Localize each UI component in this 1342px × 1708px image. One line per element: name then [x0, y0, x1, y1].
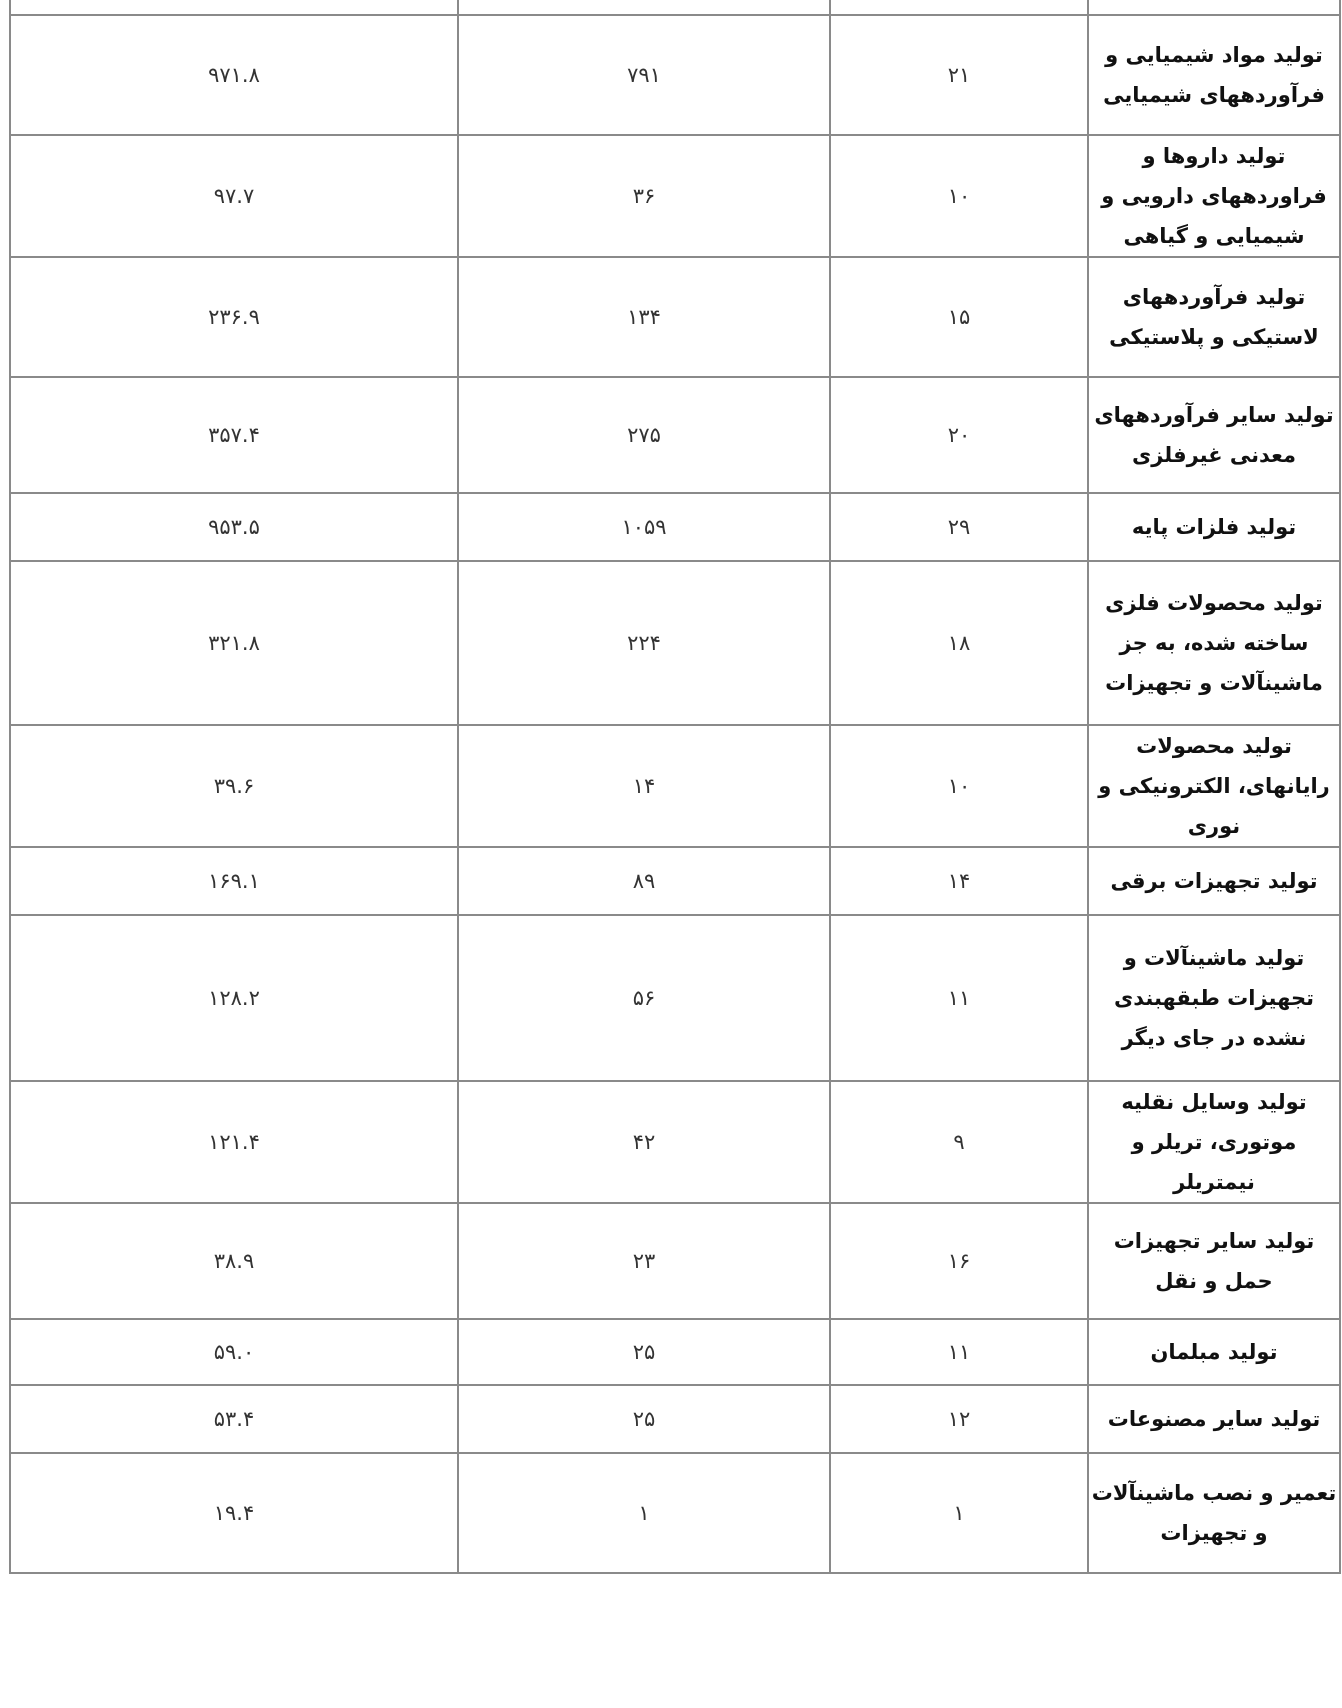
count-cell: ۲۱ — [830, 15, 1088, 135]
amount-cell: ۱۲۱.۴ — [10, 1081, 458, 1203]
count-cell: ۲۰ — [830, 377, 1088, 493]
amount-cell: ۵۹.۰ — [10, 1319, 458, 1385]
count-cell: ۱۲ — [830, 1385, 1088, 1453]
value-cell: ۱۳۴ — [458, 257, 830, 377]
count-cell: ۱۰ — [830, 135, 1088, 257]
table-row — [10, 725, 1340, 847]
amount-cell: ۹۷.۷ — [10, 135, 458, 257]
count-cell: ۱۶ — [830, 1203, 1088, 1319]
count-cell: ۹ — [830, 1081, 1088, 1203]
value-cell: ۱۰۵۹ — [458, 493, 830, 561]
table-row — [10, 847, 1340, 915]
industry-name-cell: تولید مواد شیمیایی و فرآوردههای شیمیایی — [1088, 15, 1340, 135]
table-row-partial — [10, 0, 1340, 15]
count-cell: ۱۴ — [830, 847, 1088, 915]
amount-cell: ۳۹.۶ — [10, 725, 458, 847]
table-row — [10, 1081, 1340, 1203]
industry-name-cell: تولید ماشینآلات و تجهیزات طبقهبندی نشده در جای دیگر — [1088, 915, 1340, 1081]
industry-stats-table — [9, 0, 1341, 1574]
industry-name-cell: تولید محصولات فلزی ساخته شده، به جز ماشینآلات و تجهیزات — [1088, 561, 1340, 725]
amount-cell: ۱۶۹.۱ — [10, 847, 458, 915]
amount-cell: ۳۵۷.۴ — [10, 377, 458, 493]
table-row — [10, 493, 1340, 561]
table-row — [10, 1453, 1340, 1573]
value-cell: ۲۳ — [458, 1203, 830, 1319]
industry-name-cell: تولید فرآوردههای لاستیکی و پلاستیکی — [1088, 257, 1340, 377]
industry-name-cell: تولید داروها و فراوردههای دارویی و شیمیایی و گیاهی — [1088, 135, 1340, 257]
value-cell: ۱ — [458, 1453, 830, 1573]
amount-cell: ۹۵۳.۵ — [10, 493, 458, 561]
cell-partial-a — [830, 0, 1088, 15]
count-cell: ۱۵ — [830, 257, 1088, 377]
table-row — [10, 135, 1340, 257]
table-row — [10, 257, 1340, 377]
industry-name-cell: تولید وسایل نقلیه موتوری، تریلر و نیمتریلر — [1088, 1081, 1340, 1203]
table-row — [10, 1385, 1340, 1453]
industry-name-cell: تولید مبلمان — [1088, 1319, 1340, 1385]
count-cell: ۱۱ — [830, 915, 1088, 1081]
count-cell: ۱۱ — [830, 1319, 1088, 1385]
industry-name-cell: تولید فلزات پایه — [1088, 493, 1340, 561]
cell-partial-b — [458, 0, 830, 15]
table-row — [10, 1203, 1340, 1319]
count-cell: ۲۹ — [830, 493, 1088, 561]
table-row — [10, 377, 1340, 493]
industry-name-cell: تولید محصولات رایانهای، الکترونیکی و نوری — [1088, 725, 1340, 847]
value-cell: ۲۵ — [458, 1319, 830, 1385]
amount-cell: ۹۷۱.۸ — [10, 15, 458, 135]
value-cell: ۸۹ — [458, 847, 830, 915]
table-body — [10, 0, 1340, 1573]
amount-cell: ۱۹.۴ — [10, 1453, 458, 1573]
table-row — [10, 561, 1340, 725]
value-cell: ۲۲۴ — [458, 561, 830, 725]
count-cell: ۱۰ — [830, 725, 1088, 847]
industry-name-cell: تولید تجهیزات برقی — [1088, 847, 1340, 915]
table-row — [10, 15, 1340, 135]
amount-cell: ۳۸.۹ — [10, 1203, 458, 1319]
value-cell: ۳۶ — [458, 135, 830, 257]
amount-cell: ۳۲۱.۸ — [10, 561, 458, 725]
industry-name-cell: تولید سایر مصنوعات — [1088, 1385, 1340, 1453]
amount-cell: ۵۳.۴ — [10, 1385, 458, 1453]
amount-cell: ۱۲۸.۲ — [10, 915, 458, 1081]
industry-name-cell: تولید سایر تجهیزات حمل و نقل — [1088, 1203, 1340, 1319]
value-cell: ۲۷۵ — [458, 377, 830, 493]
value-cell: ۴۲ — [458, 1081, 830, 1203]
table-row — [10, 915, 1340, 1081]
industry-name-cell: تعمیر و نصب ماشینآلات و تجهیزات — [1088, 1453, 1340, 1573]
cell-partial-name — [1088, 0, 1340, 15]
value-cell: ۲۵ — [458, 1385, 830, 1453]
amount-cell: ۲۳۶.۹ — [10, 257, 458, 377]
industry-name-cell: تولید سایر فرآوردههای معدنی غیرفلزی — [1088, 377, 1340, 493]
value-cell: ۱۴ — [458, 725, 830, 847]
count-cell: ۱ — [830, 1453, 1088, 1573]
value-cell: ۷۹۱ — [458, 15, 830, 135]
count-cell: ۱۸ — [830, 561, 1088, 725]
cell-partial-c — [10, 0, 458, 15]
value-cell: ۵۶ — [458, 915, 830, 1081]
table-row — [10, 1319, 1340, 1385]
